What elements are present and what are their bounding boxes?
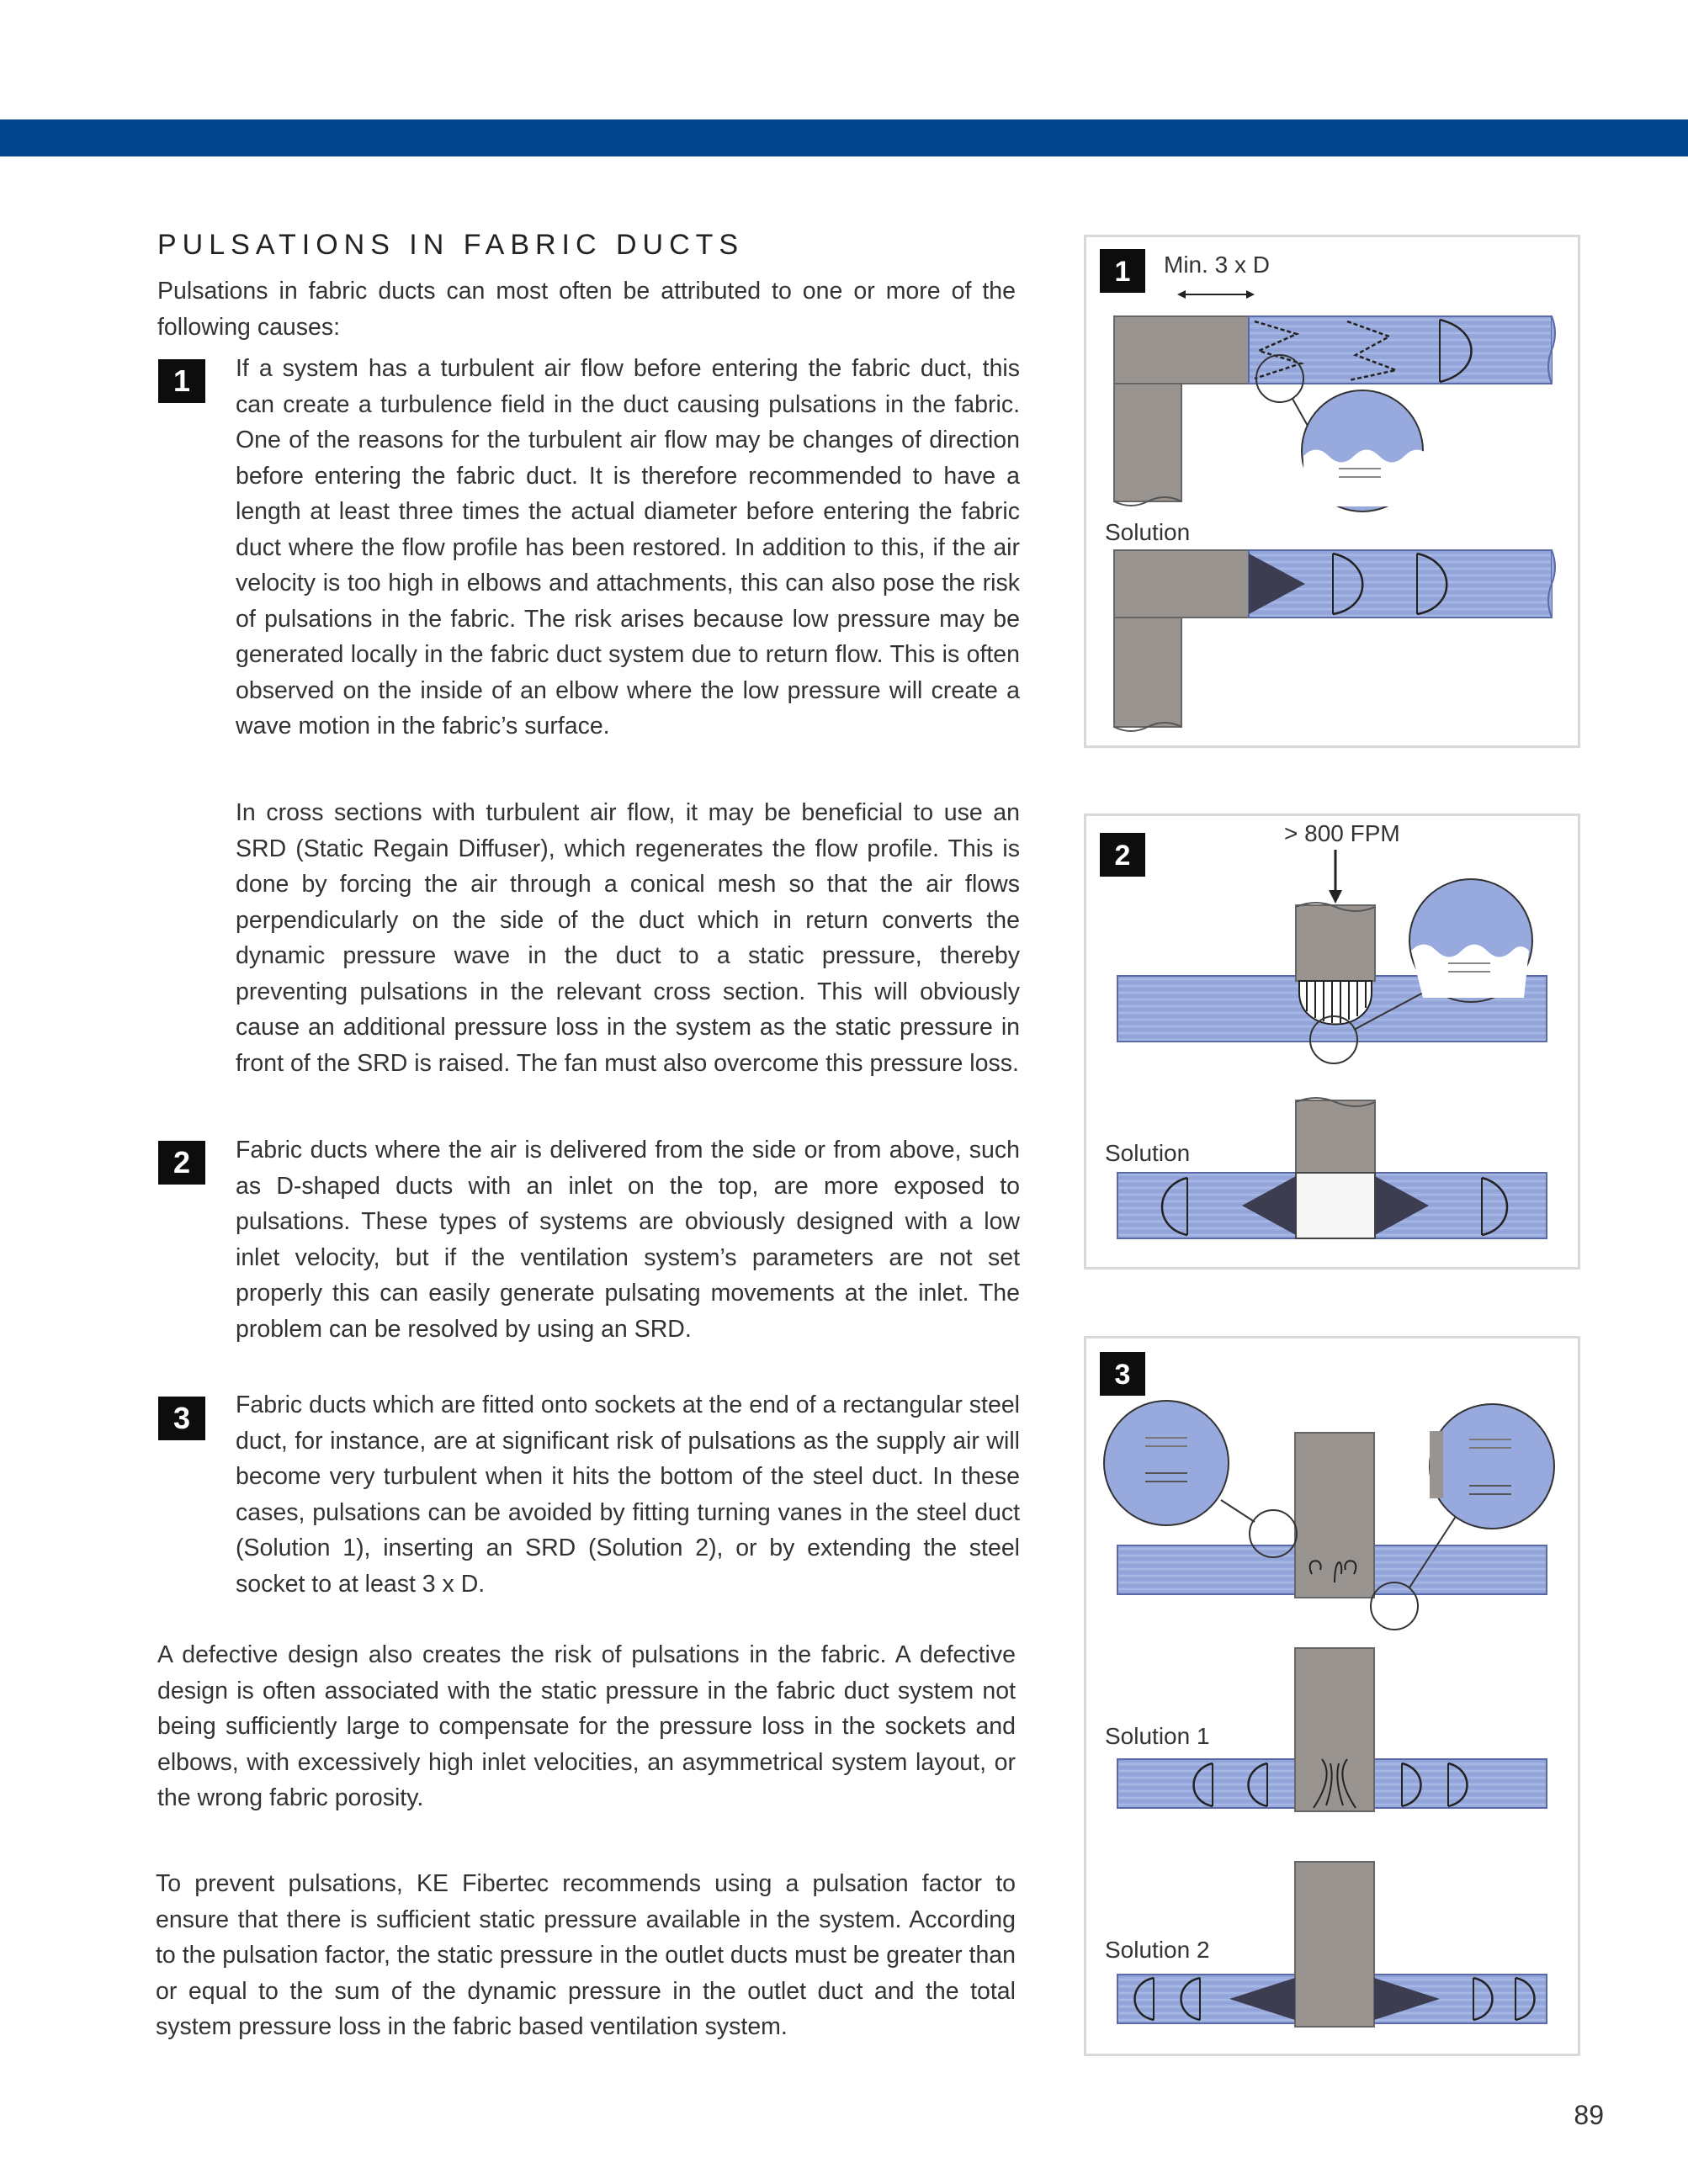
zoom-detail-right-wave — [1430, 1404, 1554, 1529]
steel-duct-turning-vanes — [1295, 1648, 1374, 1811]
figure-1-elbow-panel — [1084, 235, 1580, 748]
item-3-number-badge: 3 — [158, 1397, 205, 1440]
figure-3-solution-2-label: Solution 2 — [1105, 1937, 1210, 1963]
item-3-paragraph: Fabric ducts which are fitted onto sockets at the end of a rectangular steel duct, for instance, are at significant risk of pulsations as the supply air will become very turbulent when it hits the bottom of the steel duct. In these cases, pulsations can be avoided by fitting turning vanes in the steel duct (Solution 1), inserting an SRD (Solution 2), or by extending the steel socket to at least 3 x D. — [236, 1392, 1020, 1598]
steel-elbow-solution-horizontal — [1114, 550, 1249, 618]
closing-paragraph-defective-design: A defective design also creates the risk of pulsations in the fabric. A defective design is often associated with the static pressure in the fabric duct system not being sufficiently large to compensate for the pressure loss in the sockets and elbows, with excessively high inlet velocities, an asymmetrical system layout, or the wrong fabric porosity. — [157, 1641, 1016, 1811]
item-1-number-badge: 1 — [158, 359, 205, 403]
item-1-paragraph-2: In cross sections with turbulent air flow, it may be beneficial to use an SRD (Static Regain Diffuser), which regenerates the flow profile. This is done by forcing the air through a conical mesh so that the air flows perpendicularly on the side of the duct which in return converts the dynamic pressure wave in the duct to a static pressure, thereby preventing pulsations in the relevant cross section. This will obviously cause an additional pressure loss in the system as the static pressure in front of the SRD is raised. The fan must also overcome this pressure loss. — [236, 799, 1020, 1077]
figure-2-top-inlet-panel — [1084, 814, 1580, 1270]
figure-1-number: 1 — [1114, 256, 1131, 288]
brand-header-bar — [0, 119, 1688, 156]
figure-2-velocity-label: > 800 FPM — [1284, 820, 1400, 846]
item-2-number-badge: 2 — [158, 1141, 205, 1185]
steel-elbow-horizontal — [1114, 316, 1249, 384]
item-2-paragraph: Fabric ducts where the air is delivered from the side or from above, such as D-shaped ducts with an inlet on the top, are more exposed to pulsations. These types of systems are obviously designed with a low inlet velocity, but if the ventilation system’s parameters are not set properly this can easily generate pulsating movements at the inlet. The problem can be resolved by using an SRD. — [236, 1137, 1020, 1343]
fabric-duct-problem — [1249, 316, 1552, 384]
page-title: PULSATIONS IN FABRIC DUCTS — [157, 229, 745, 261]
figure-1-dimension-label: Min. 3 x D — [1164, 252, 1271, 278]
figure-2-solution-label: Solution — [1105, 1140, 1191, 1166]
figure-3-number: 3 — [1114, 1359, 1131, 1391]
item-1-paragraph-1: If a system has a turbulent air flow before entering the fabric duct, this can create a turbulence field in the duct causing pulsations in the fabric. One of the reasons for the turbulent air flow may be changes of direction before entering the fabric duct. It is therefore recommended to have a length at least three times the actual diameter before entering the fabric duct where the flow profile has been restored. In addition to this, if the air velocity is too high in elbows and attachments, this can also pose the risk of pulsations in the fabric. The risk arises because low pressure may be generated locally in the fabric duct system due to return flow. This is often observed on the inside of an elbow where the low pressure will create a wave motion in the fabric’s surface. — [236, 355, 1020, 739]
closing-paragraph-pulsation-factor: To prevent pulsations, KE Fibertec recommends using a pulsation factor to ensure that there is sufficient static pressure available in the system. According to the pulsation factor, the static pressure in the outlet ducts must be greater than or equal to the sum of the dynamic pressure in the outlet duct and the total system pressure loss in the fabric based ventilation system. — [156, 1870, 1016, 2040]
figure-1-solution-label: Solution — [1105, 519, 1191, 545]
page-number: 89 — [1574, 2100, 1604, 2130]
steel-inlet-socket — [1296, 905, 1375, 981]
intro-paragraph: Pulsations in fabric ducts can most often be attributed to one or more of the following causes: — [157, 278, 1016, 341]
steel-inlet-socket-solution — [1296, 1100, 1375, 1174]
figure-3-rectangular-steel-panel — [1084, 1336, 1580, 2056]
figure-2-number: 2 — [1114, 840, 1131, 872]
steel-duct-with-srd — [1295, 1862, 1374, 2027]
figure-3-solution-1-label: Solution 1 — [1105, 1723, 1210, 1749]
